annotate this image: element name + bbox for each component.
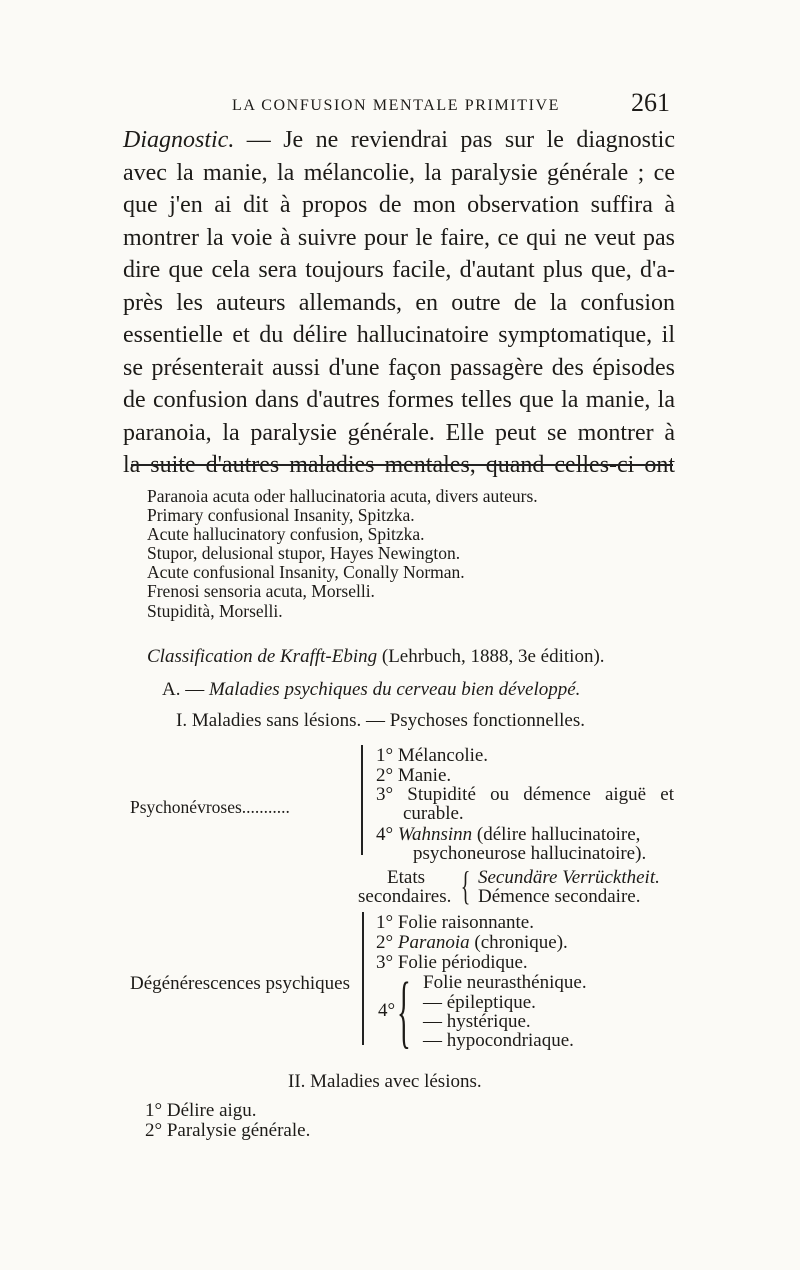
paragraph-line: paranoia, la paralysie générale. Elle peut se montrer à	[123, 419, 675, 446]
paragraph-line: que j'en ai dit à propos de mon observation suffira à	[123, 192, 675, 218]
paragraph-line: se présenterait aussi d'une façon passagère des épisodes	[123, 354, 675, 381]
paragraph-line: Diagnostic. — Je ne reviendrai pas sur le diagnostic	[123, 127, 675, 153]
psychonevroses-item: 4° Wahnsinn (délire hallucinatoire,	[376, 824, 641, 845]
degenerescences-item-number: 4°	[378, 1000, 396, 1021]
etats-item: Secundäre Verrücktheit.	[478, 867, 660, 888]
paragraph-line: de confusion dans d'autres formes telles que la manie, la	[123, 387, 675, 413]
paragraph-lead: Diagnostic.	[123, 127, 235, 153]
section-ii-heading: II. Maladies avec lésions.	[288, 1071, 482, 1092]
paragraph-line: dire que cela sera toujours facile, d'autant plus que, d'a-	[123, 257, 675, 283]
psychonevroses-item: 3° Stupidité ou démence aiguë et	[376, 784, 674, 805]
brace-glyph: {	[397, 965, 411, 1056]
etats-label: secondaires.	[358, 886, 452, 907]
body-paragraph	[123, 124, 675, 482]
psychonevroses-item: 2° Manie.	[376, 765, 452, 786]
psychonevroses-item: psychoneurose hallucinatoire).	[413, 843, 647, 864]
page-number: 261	[631, 88, 670, 117]
etats-item: Démence secondaire.	[478, 886, 641, 907]
final-item: 1° Délire aigu.	[145, 1100, 257, 1121]
synonym-item: Paranoia acuta oder hallucinatoria acuta, divers auteurs.	[147, 486, 538, 506]
degenerescences-subitem: Folie neurasthénique.	[423, 972, 587, 993]
classification-heading: Classification de Krafft-Ebing (Lehrbuch, 1888, 3e édition).	[147, 646, 605, 667]
paragraph-line: près les auteurs allemands, en outre de la confusion	[123, 289, 675, 316]
paragraph-line: essentielle et du délire hallucinatoire symptomatique, il	[123, 322, 675, 348]
section-i-heading: I. Maladies sans lésions. — Psychoses fonctionnelles.	[176, 710, 585, 731]
psychonevroses-label: Psychonévroses...........	[130, 797, 290, 817]
paragraph-line: avec la manie, la mélancolie, la paralysie générale ; ce	[123, 159, 675, 186]
final-item: 2° Paralysie générale.	[145, 1120, 311, 1141]
paragraph-line: montrer la voie à suivre pour le faire, ce qui ne veut pas	[123, 224, 675, 251]
brace-glyph: {	[460, 863, 471, 908]
degenerescences-item: 1° Folie raisonnante.	[376, 912, 534, 933]
synonym-item: Frenosi sensoria acuta, Morselli.	[147, 581, 375, 601]
footnote-rule	[131, 464, 673, 466]
degenerescences-subitem: — épileptique.	[423, 992, 536, 1013]
degenerescences-subitem: — hystérique.	[423, 1011, 531, 1032]
paragraph-line: la suite d'autres maladies mentales, quand celles-ci ont	[123, 452, 675, 478]
brace	[362, 912, 364, 1045]
degenerescences-item: 2° Paranoia (chronique).	[376, 932, 568, 953]
etats-label: Etats	[387, 867, 425, 888]
synonym-item: Acute hallucinatory confusion, Spitzka.	[147, 524, 425, 544]
brace	[361, 745, 363, 855]
synonym-item: Stupor, delusional stupor, Hayes Newington.	[147, 543, 461, 563]
synonym-item: Primary confusional Insanity, Spitzka.	[147, 505, 415, 525]
degenerescences-label: Dégénérescences psychiques	[130, 973, 350, 994]
synonym-item: Acute confusional Insanity, Conally Norman.	[147, 562, 465, 582]
section-a-heading: A. — Maladies psychiques du cerveau bien développé.	[162, 679, 581, 700]
psychonevroses-item: 1° Mélancolie.	[376, 745, 489, 766]
degenerescences-subitem: — hypocondriaque.	[423, 1030, 574, 1051]
psychonevroses-item: curable.	[403, 803, 464, 824]
running-title: LA CONFUSION MENTALE PRIMITIVE	[232, 97, 561, 114]
degenerescences-item: 3° Folie périodique.	[376, 952, 528, 973]
synonym-item: Stupidità, Morselli.	[147, 601, 283, 621]
